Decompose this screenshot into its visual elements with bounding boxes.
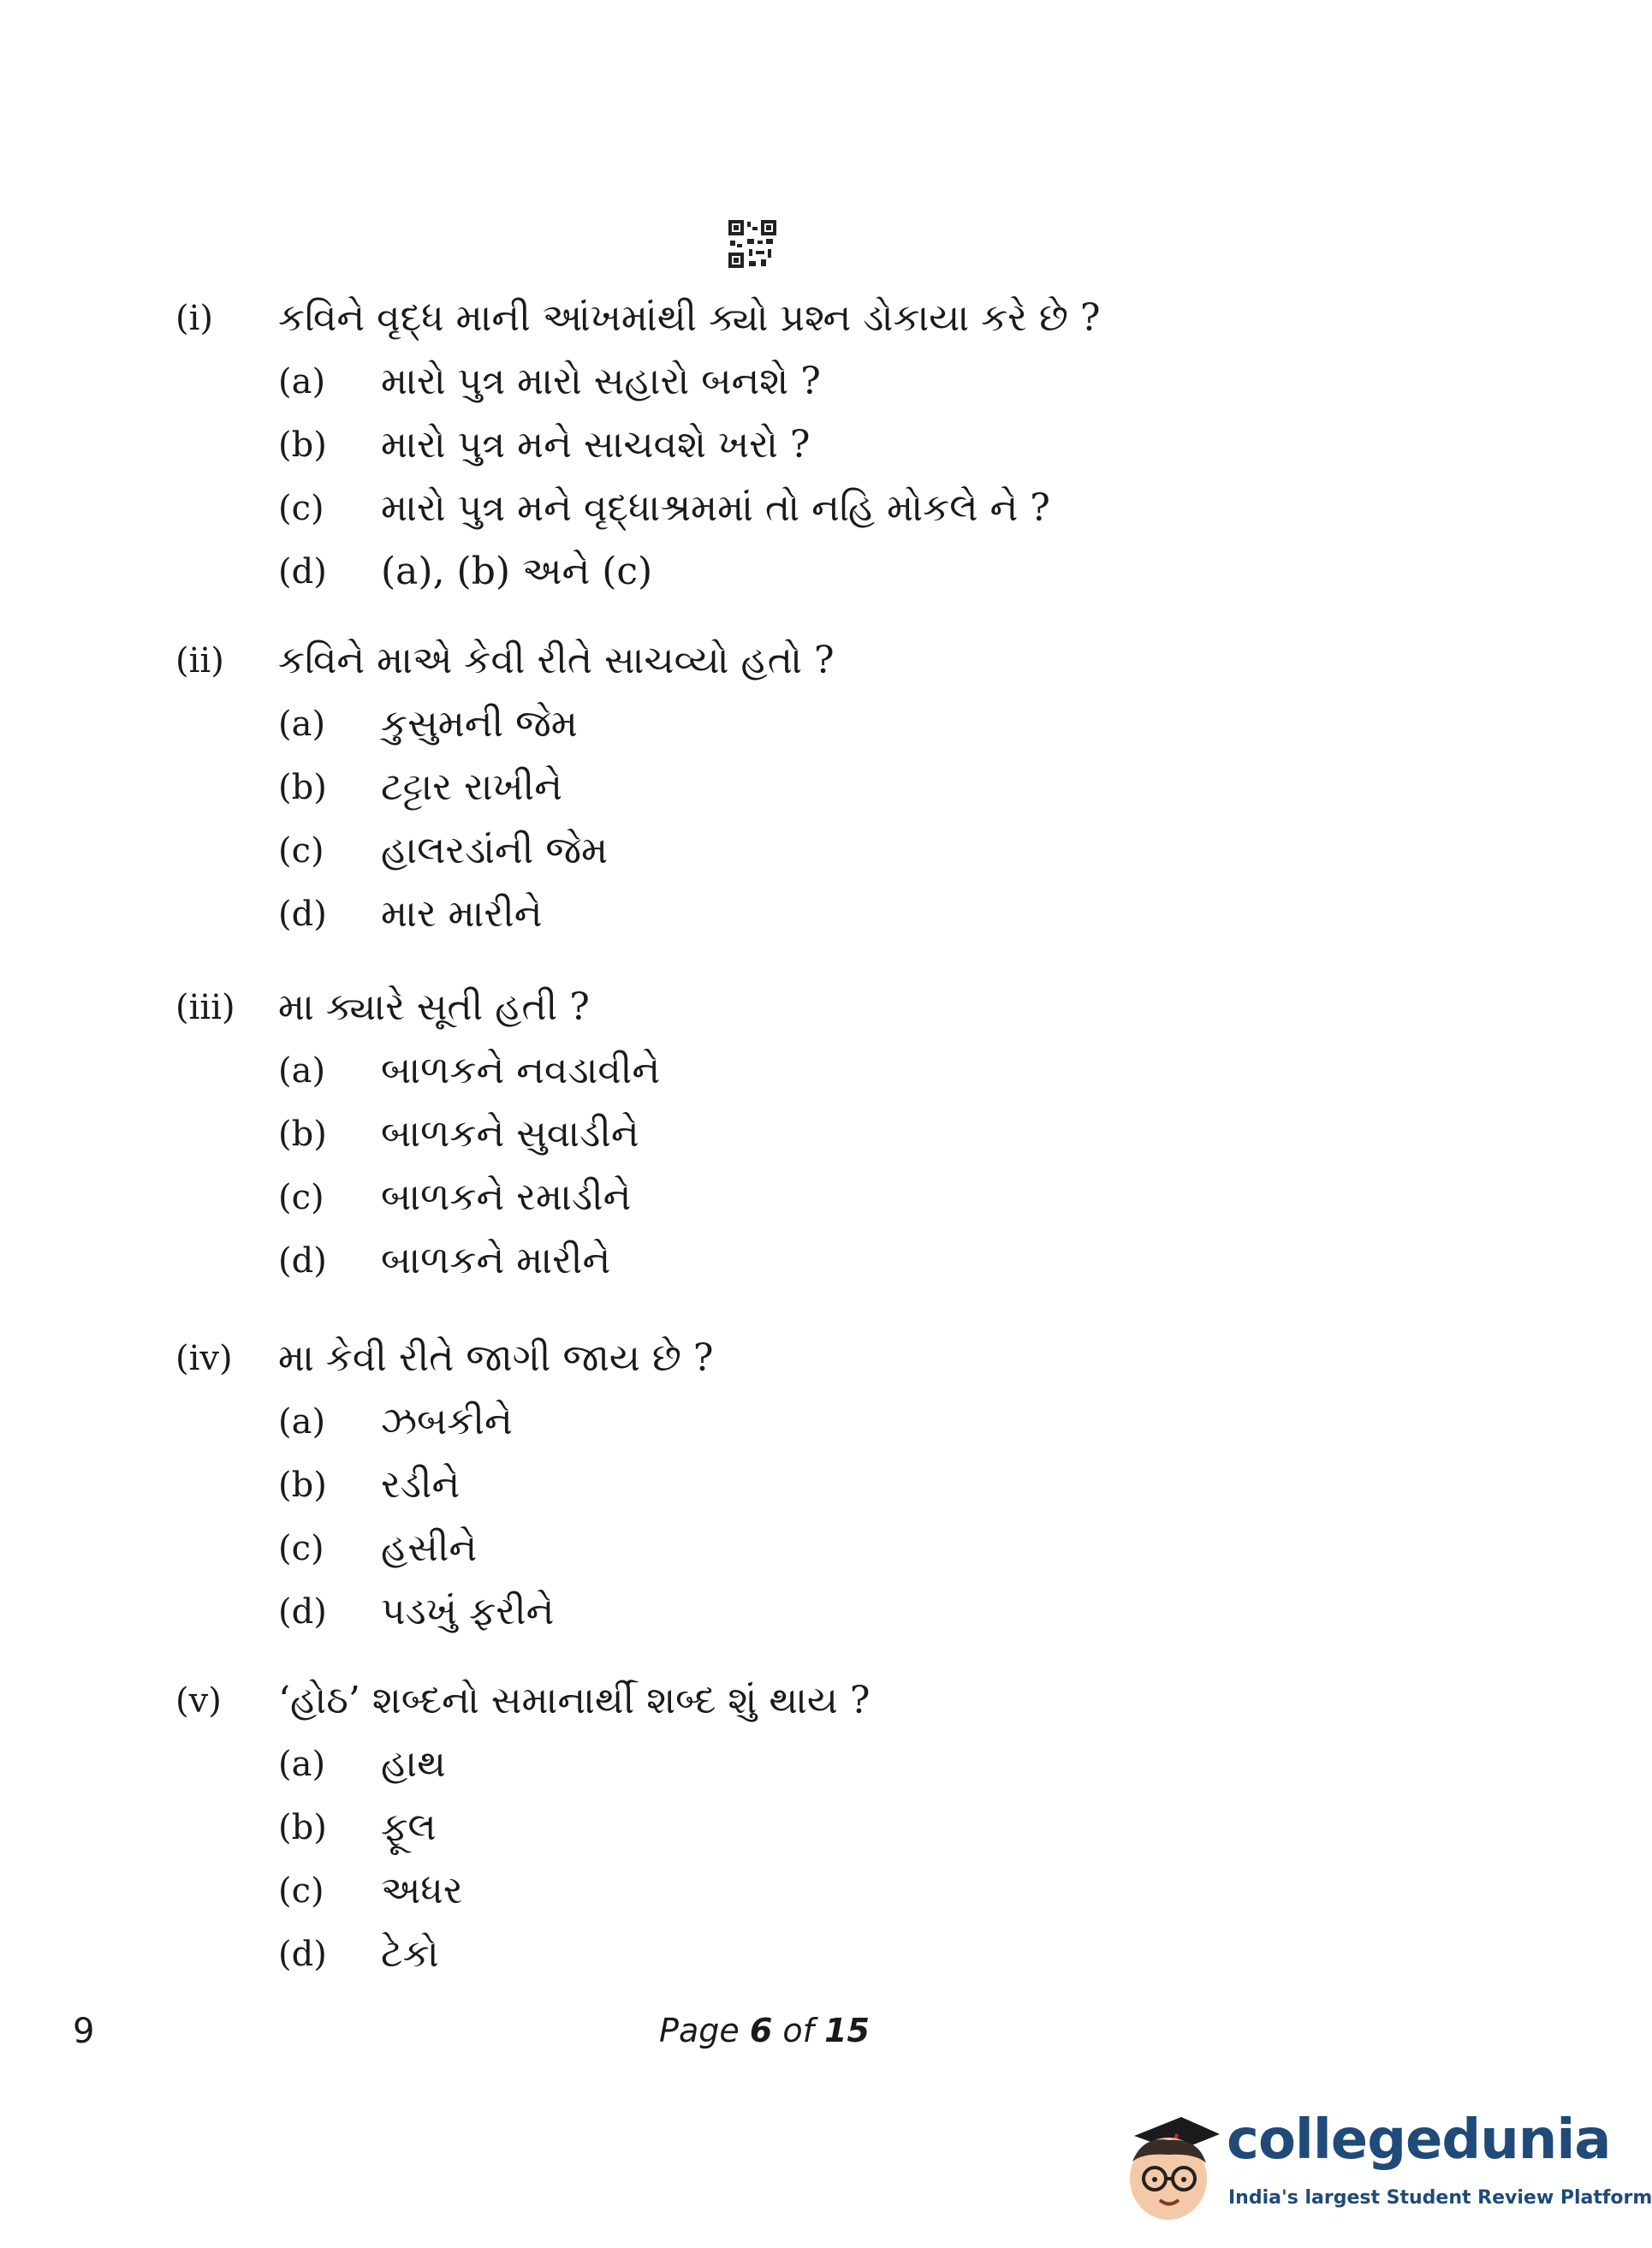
answer-option (0, 1733, 1529, 1796)
page-number: Page 6 of 15 (659, 2012, 870, 2049)
answer-option (0, 1859, 1529, 1923)
option-text: ઝબકીને (381, 1400, 513, 1443)
option-text: મારો પુત્ર મારો સહારો બનશે ? (381, 360, 821, 403)
answer-option (0, 540, 1529, 604)
option-text: અધર (381, 1869, 463, 1912)
option-label: (c) (278, 831, 324, 871)
question-text: ‘હોઠ’ શબ્દનો સમાનાર્થી શબ્દ શું થાય ? (278, 1679, 871, 1722)
question-number: (v) (175, 1681, 222, 1721)
question-row (0, 287, 1529, 350)
answer-option (0, 1796, 1529, 1859)
answer-option (0, 1039, 1529, 1103)
paper-code: 9 (73, 2012, 95, 2051)
option-text: ટેકો (381, 1932, 439, 1976)
option-text: (a), (b) અને (c) (381, 550, 653, 593)
option-text: હસીને (381, 1526, 478, 1570)
option-label: (d) (278, 1935, 327, 1974)
answer-option (0, 756, 1529, 819)
option-text: મારો પુત્ર મને સાચવશે ખરો ? (381, 423, 811, 467)
question-row (0, 629, 1529, 693)
question-row (0, 1669, 1529, 1733)
option-label: (d) (278, 1592, 327, 1632)
option-label: (a) (278, 1402, 326, 1442)
question-text: કવિને વૃદ્ધ માની આંખમાંથી ક્યો પ્રશ્ન ડોકાયા કરે છે ? (278, 296, 1101, 340)
question-block (0, 287, 1529, 604)
option-text: પડખું ફરીને (381, 1590, 555, 1633)
question-text: મા ક્યારે સૂતી હતી ? (278, 985, 590, 1029)
question-text: મા કેવી રીતે જાગી જાય છે ? (278, 1336, 714, 1380)
answer-option (0, 1166, 1529, 1229)
option-label: (c) (278, 489, 324, 528)
question-row (0, 1327, 1529, 1390)
option-label: (c) (278, 1178, 324, 1217)
option-label: (b) (278, 1466, 327, 1505)
option-label: (a) (278, 362, 326, 401)
qr-code-icon (728, 220, 776, 268)
option-label: (b) (278, 1115, 327, 1154)
option-label: (b) (278, 425, 327, 465)
option-text: ફૂલ (381, 1805, 437, 1849)
answer-option (0, 1454, 1529, 1517)
option-label: (d) (278, 895, 327, 934)
student-mascot-icon (1117, 2102, 1224, 2230)
question-number: (i) (175, 299, 214, 338)
option-label: (a) (278, 1051, 326, 1091)
question-block (0, 1327, 1529, 1644)
answer-option (0, 1390, 1529, 1454)
option-text: મારો પુત્ર મને વૃદ્ધાશ્રમમાં તો નહિ મોકલે ને ? (381, 486, 1050, 530)
answer-option (0, 477, 1529, 540)
question-number: (iii) (175, 988, 235, 1027)
option-label: (a) (278, 705, 326, 744)
answer-option (0, 693, 1529, 756)
answer-option (0, 413, 1529, 477)
option-text: બાળકને રમાડીને (381, 1175, 632, 1219)
option-label: (b) (278, 1808, 327, 1847)
option-text: બાળકને મારીને (381, 1239, 611, 1282)
option-text: કુસુમની જેમ (381, 702, 578, 746)
option-text: માર મારીને (381, 892, 543, 936)
question-block (0, 629, 1529, 946)
question-number: (ii) (175, 641, 224, 681)
option-text: હાલરડાંની જેમ (381, 829, 609, 872)
collegedunia-logo (1117, 2102, 1652, 2230)
answer-option (0, 1229, 1529, 1293)
option-text: બાળકને નવડાવીને (381, 1049, 661, 1092)
option-label: (d) (278, 1241, 327, 1281)
answer-option (0, 819, 1529, 883)
option-label: (b) (278, 768, 327, 807)
question-row (0, 976, 1529, 1039)
question-number: (iv) (175, 1339, 233, 1378)
logo-wordmark: collegedunia (1227, 2108, 1611, 2172)
question-block (0, 1669, 1529, 1986)
option-text: હાથ (381, 1742, 446, 1786)
option-label: (a) (278, 1745, 326, 1784)
question-text: કવિને માએ કેવી રીતે સાચવ્યો હતો ? (278, 639, 835, 682)
answer-option (0, 883, 1529, 946)
answer-option (0, 1923, 1529, 1986)
option-label: (c) (278, 1871, 324, 1911)
logo-tagline: India's largest Student Review Platform (1228, 2187, 1652, 2209)
answer-option (0, 1580, 1529, 1644)
answer-option (0, 1517, 1529, 1580)
option-text: બાળકને સુવાડીને (381, 1112, 639, 1156)
option-text: રડીને (381, 1463, 461, 1507)
question-block (0, 976, 1529, 1293)
answer-option (0, 350, 1529, 413)
answer-option (0, 1103, 1529, 1166)
option-label: (c) (278, 1529, 324, 1568)
option-text: ટટ્ટાર રાખીને (381, 765, 563, 809)
option-label: (d) (278, 552, 327, 592)
